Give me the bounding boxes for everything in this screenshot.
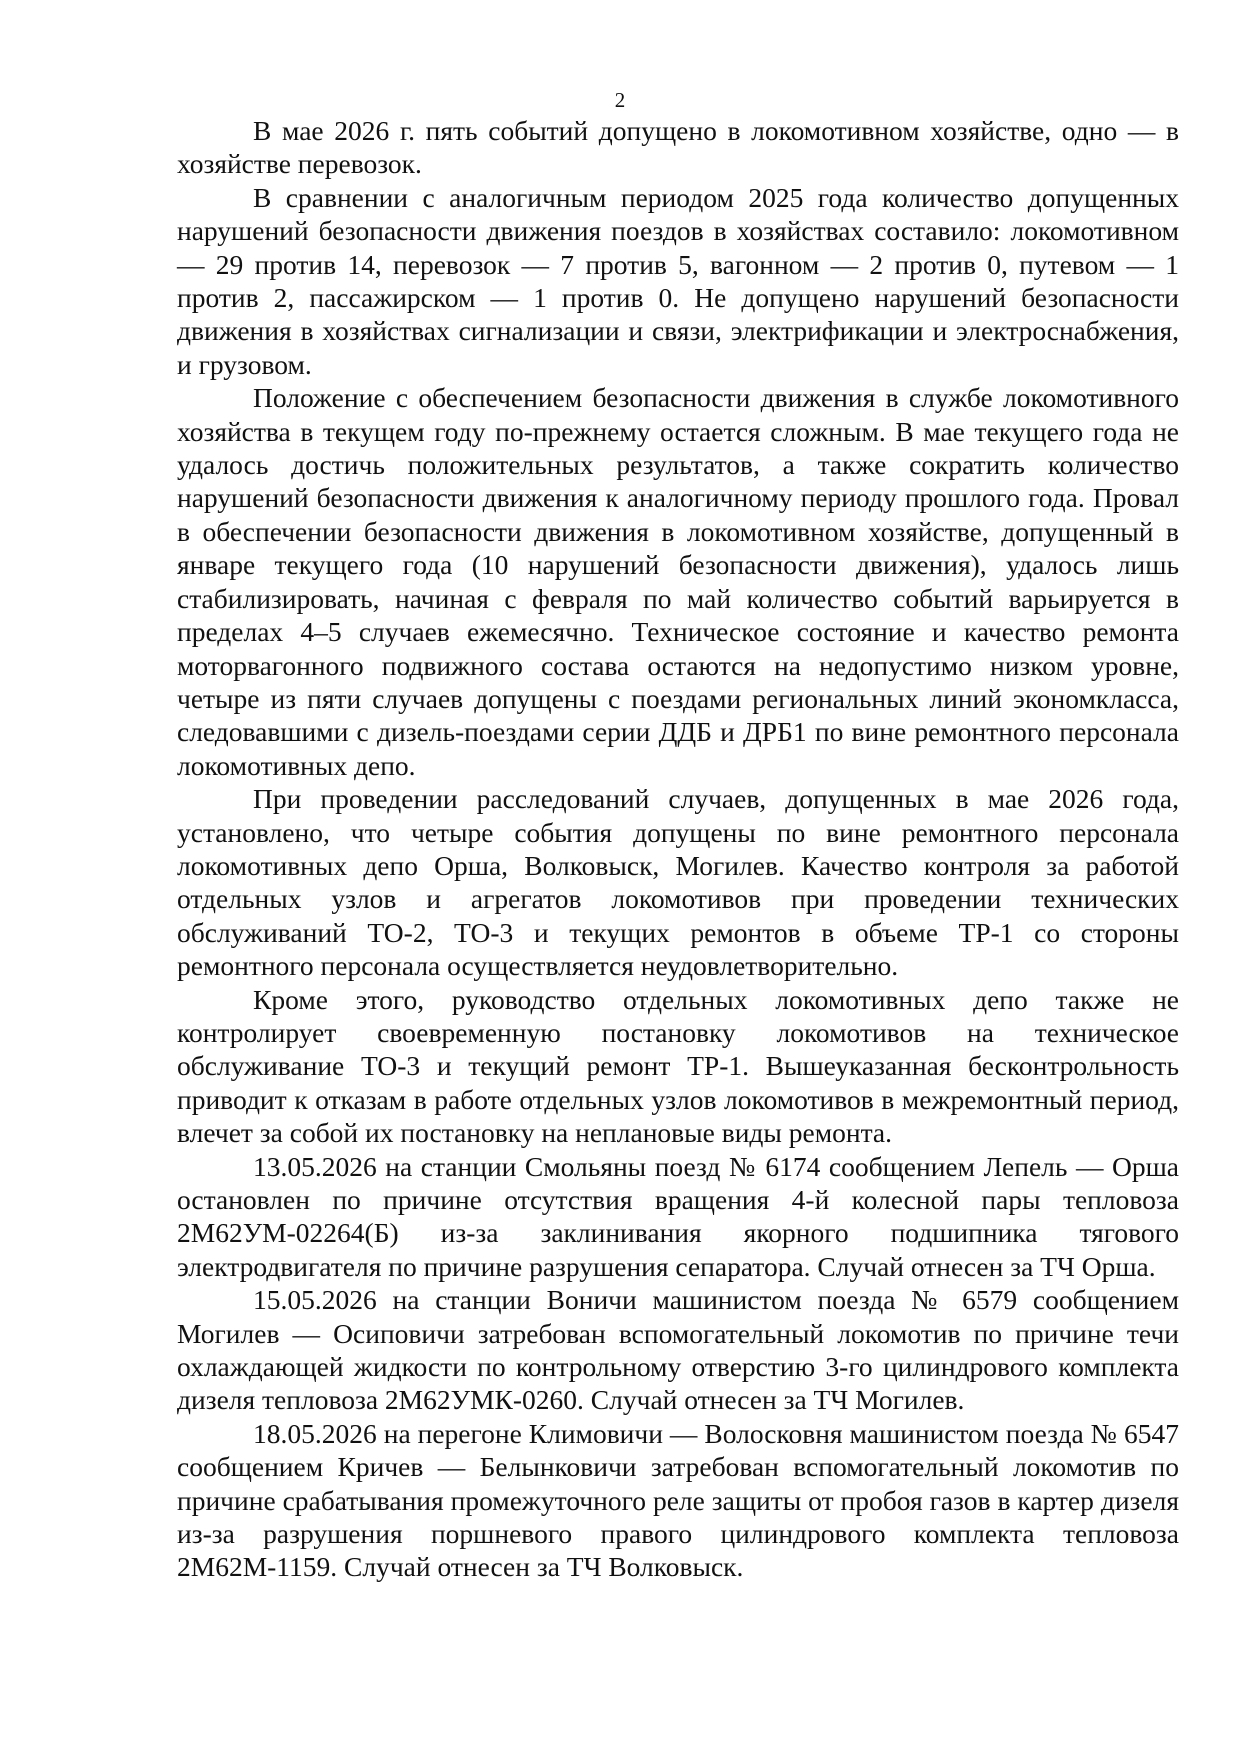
- paragraph-case-18-05: 18.05.2026 на перегоне Климовичи — Волосковня машинистом поезда № 6547 сообщением Кричев — Белынковичи затребован вспомогательный локомотив по причине срабатывания промежуточного реле защиты от пробоя газов в картер дизеля из-за разрушения поршневого правого цилиндрового комплекта тепловоза 2М62М-1159. Случай отнесен за ТЧ Волковыск.: [177, 1417, 1179, 1583]
- paragraph-case-13-05: 13.05.2026 на станции Смольяны поезд № 6174 сообщением Лепель — Орша остановлен по причине отсутствия вращения 4-й колесной пары тепловоза 2М62УМ-02264(Б) из-за заклинивания якорного подшипника тягового электродвигателя по причине разрушения сепаратора. Случай отнесен за ТЧ Орша.: [177, 1150, 1179, 1282]
- paragraph-comparison-2025: В сравнении с аналогичным периодом 2025 года количество допущенных нарушений безопасности движения поездов в хозяйствах составило: локомотивном — 29 против 14, перевозок — 7 против 5, вагонном — 2 против 0, путевом — 1 против 2, пассажирском — 1 против 0. Не допущено нарушений безопасности движения в хозяйствах сигнализации и связи, электрификации и электроснабжения, и грузовом.: [177, 181, 1179, 380]
- paragraph-may-events: В мае 2026 г. пять событий допущено в локомотивном хозяйстве, одно — в хозяйстве перевозок.: [177, 115, 1179, 180]
- paragraph-depot-control: Кроме этого, руководство отдельных локомотивных депо также не контролирует своевременную постановку локомотивов на техническое обслуживание ТО-3 и текущий ремонт ТР-1. Вышеуказанная бесконтрольность приводит к отказам в работе отдельных узлов локомотивов в межремонтный период, влечет за собой их постановку на неплановые виды ремонта.: [177, 983, 1179, 1149]
- document-body: [177, 114, 1179, 1584]
- page-number: 2: [614, 88, 626, 112]
- paragraph-case-15-05: 15.05.2026 на станции Воничи машинистом поезда № 6579 сообщением Могилев — Осиповичи затребован вспомогательный локомотив по причине течи охлаждающей жидкости по контрольному отверстию 3-го цилиндрового комплекта дизеля тепловоза 2М62УМК-0260. Случай отнесен за ТЧ Могилев.: [177, 1284, 1179, 1416]
- paragraph-investigation-results: При проведении расследований случаев, допущенных в мае 2026 года, установлено, что четыре события допущены по вине ремонтного персонала локомотивных депо Орша, Волковыск, Могилев. Качество контроля за работой отдельных узлов и агрегатов локомотивов при проведении технических обслуживаний ТО-2, ТО-3 и текущих ремонтов в объеме ТР-1 со стороны ремонтного персонала осуществляется неудовлетворительно.: [177, 783, 1179, 982]
- paragraph-locomotive-situation: Положение с обеспечением безопасности движения в службе локомотивного хозяйства в текущем году по-прежнему остается сложным. В мае текущего года не удалось достичь положительных результатов, а также сократить количество нарушений безопасности движения к аналогичному периоду прошлого года. Провал в обеспечении безопасности движения в локомотивном хозяйстве, допущенный в январе текущего года (10 нарушений безопасности движения), удалось лишь стабилизировать, начиная с февраля по май количество событий варьируется в пределах 4–5 случаев ежемесячно. Техническое состояние и качество ремонта моторвагонного подвижного состава остаются на недопустимо низком уровне, четыре из пяти случаев допущены с поездами региональных линий экономкласса, следовавшими с дизель-поездами серии ДДБ и ДРБ1 по вине ремонтного персонала локомотивных депо.: [177, 382, 1179, 781]
